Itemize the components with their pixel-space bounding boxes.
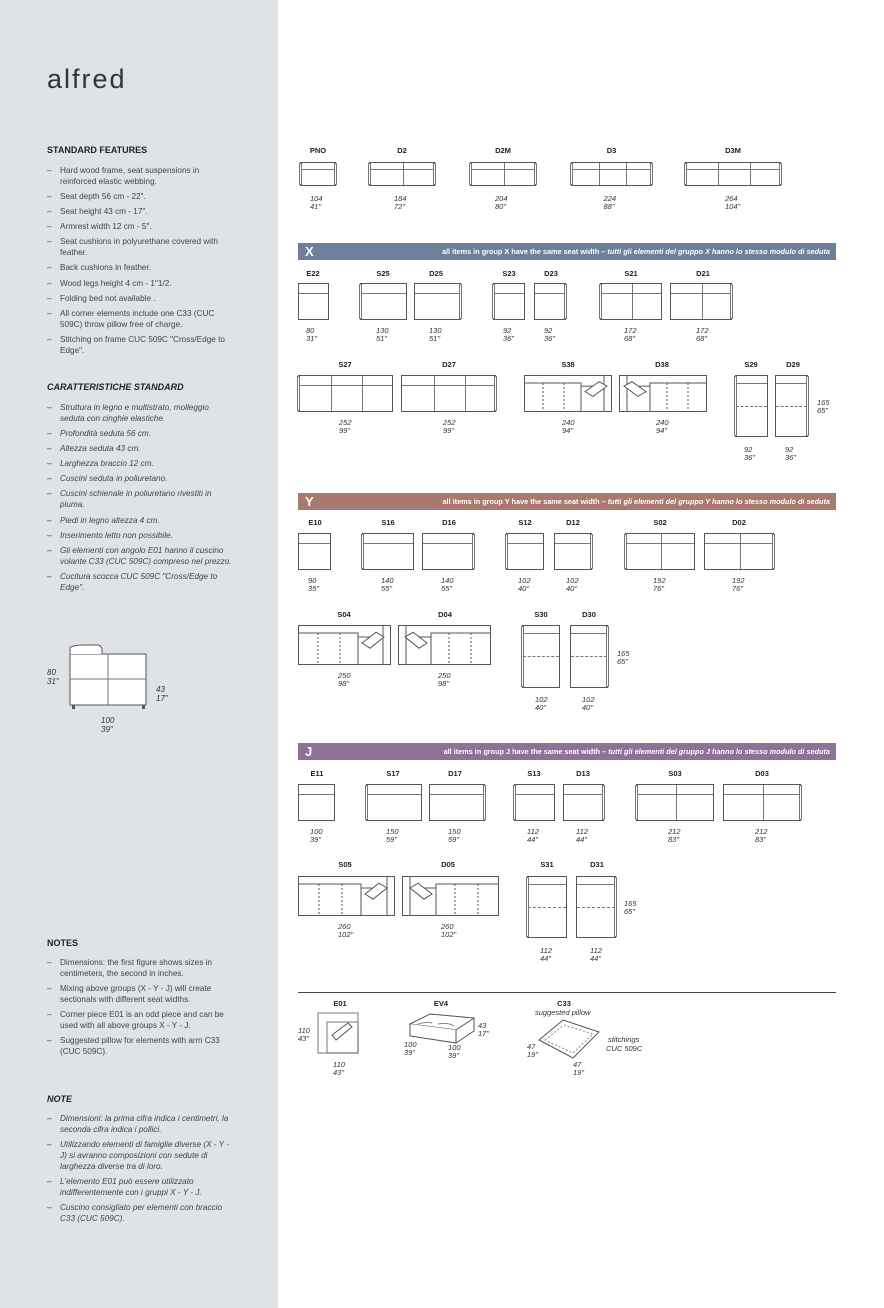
dim-X-4: 92 36"	[544, 326, 556, 344]
code-X-12: D29	[786, 360, 800, 369]
sofa-back	[555, 534, 591, 544]
dim-X-1: 130 51"	[376, 326, 389, 344]
chaise-drawing	[775, 375, 808, 437]
corner-sofa-drawing	[298, 876, 399, 920]
dim-top-4: 264 104"	[725, 194, 741, 212]
sofa-drawing	[534, 283, 566, 320]
code-X-10: D38	[655, 360, 669, 369]
sofa-arm-left	[492, 284, 495, 319]
caratteristica-item: – Cuscini schienale in poliuretano rivestiti in piuma.	[47, 488, 232, 510]
feature-item: – Wood legs height 4 cm - 1"1/2.	[47, 278, 232, 289]
sofa-drawing	[704, 533, 774, 570]
code-Y-3: S12	[518, 518, 532, 527]
ottoman-EV4-drawing	[408, 1012, 478, 1048]
EV4-dim-b: 100 39"	[448, 1043, 461, 1061]
dim-X-2: 130 51"	[429, 326, 442, 344]
code-top-0: PNO	[309, 146, 327, 155]
dim-Y-9: 102 40"	[535, 695, 548, 713]
sofa-seat-divider	[434, 376, 435, 411]
code-J-6: D03	[755, 769, 769, 778]
group-x-band	[298, 243, 836, 260]
sofa-arm-left	[635, 785, 638, 820]
code-J-7: S05	[338, 860, 352, 869]
code-E01: E01	[333, 999, 347, 1008]
feature-item: – Seat height 43 cm - 17".	[47, 206, 232, 217]
sofa-arm-right	[433, 163, 436, 185]
sofa-back	[705, 534, 773, 544]
sofa-back	[736, 376, 767, 384]
dim-Y-4: 102 40"	[566, 576, 579, 594]
sofa-drawing	[422, 533, 474, 570]
note-it-item: – L'elemento E01 può essere utilizzato indifferentemente con i gruppi X - Y - J.	[47, 1176, 232, 1198]
sofa-seat-divider	[626, 163, 627, 185]
sofa-drawing	[298, 283, 329, 320]
dim-J-6: 212 83"	[755, 827, 768, 845]
dim-Y-6: 192 76"	[732, 576, 745, 594]
sofa-drawing	[401, 375, 496, 412]
code-J-3: S13	[527, 769, 541, 778]
code-J-1: S17	[386, 769, 400, 778]
code-top-4: D3M	[725, 146, 741, 155]
code-C33: C33	[557, 999, 571, 1008]
sofa-arm-left	[359, 284, 362, 319]
sofa-arm-right	[650, 163, 653, 185]
dim-X-5: 172 68"	[624, 326, 637, 344]
sofa-back	[301, 163, 335, 170]
dim-J-5: 212 83"	[668, 827, 681, 845]
note-it-item: – Dimensioni: la prima cifra indica i centimetri, la seconda cifra indica i pollici.	[47, 1113, 232, 1135]
sofa-back	[515, 785, 554, 795]
dim-X-chaise-depth: 165 65"	[817, 398, 830, 416]
corner-sofa-drawing	[619, 375, 711, 416]
sofa-arm-left	[469, 163, 472, 185]
code-Y-10: D30	[582, 610, 596, 619]
code-J-0: E11	[310, 769, 324, 778]
sofa-arm-right	[772, 534, 775, 569]
feature-item: – Seat cushions in polyurethane covered with feather.	[47, 236, 232, 258]
dim-X-12: 92 36"	[785, 445, 797, 463]
sofa-arm-right	[534, 163, 537, 185]
dim-Y-10: 102 40"	[582, 695, 595, 713]
sofa-dashed-line	[523, 656, 559, 657]
group-j-band	[298, 743, 836, 760]
caratteristica-item: – Altezza seduta 43 cm.	[47, 443, 232, 454]
caratteristica-item: – Profondità seduta 56 cm.	[47, 428, 232, 439]
note-item: – Mixing above groups (X - Y - J) will create sectionals with different seat widths.	[47, 983, 232, 1005]
notes-list	[47, 957, 232, 1061]
sofa-back	[523, 626, 559, 634]
code-J-8: D05	[441, 860, 455, 869]
sofa-arm-right	[590, 534, 593, 569]
dim-Y-0: 90 35"	[308, 576, 320, 594]
code-Y-1: S16	[381, 518, 395, 527]
dim-X-9: 240 94"	[562, 418, 575, 436]
EV4-dim-a: 100 39"	[404, 1040, 417, 1058]
note-it-list	[47, 1113, 232, 1228]
sofa-drawing	[429, 784, 485, 821]
C33-subtitle: suggested pillow	[535, 1008, 591, 1017]
corner-sofa-drawing	[298, 625, 395, 669]
sofa-back	[367, 785, 421, 795]
sofa-back	[507, 534, 543, 544]
code-J-4: D13	[576, 769, 590, 778]
chaise-drawing	[735, 375, 768, 437]
code-top-3: D3	[606, 146, 617, 155]
sofa-drawing	[366, 784, 422, 821]
sofa-drawing	[554, 533, 592, 570]
dim-J-10: 112 44"	[590, 946, 602, 964]
group-j-letter: J	[305, 744, 313, 759]
dim-Y-7: 250 98"	[338, 671, 351, 689]
sofa-back	[471, 163, 535, 170]
sofa-dashed-line	[528, 907, 566, 908]
sofa-drawing	[493, 283, 525, 320]
sofa-back	[776, 376, 807, 384]
dim-J-7: 260 102"	[338, 922, 354, 940]
dim-X-3: 92 36"	[503, 326, 515, 344]
dim-J-9: 112 44"	[540, 946, 552, 964]
code-J-2: D17	[448, 769, 462, 778]
corner-sofa-drawing	[398, 625, 495, 669]
dim-X-8: 252 99"	[443, 418, 456, 436]
sofa-seat-divider	[599, 163, 600, 185]
sofa-arm-left	[299, 163, 302, 185]
code-Y-5: S02	[653, 518, 667, 527]
code-Y-7: S04	[337, 610, 351, 619]
caratteristica-item: – Struttura in legno e multistrato, molleggio seduta con cinghie elastiche.	[47, 402, 232, 424]
group-y-letter: Y	[305, 494, 314, 509]
C33-dim-a: 47 19"	[527, 1042, 539, 1060]
sofa-back	[299, 785, 334, 795]
group-x-desc: all items in group X have the same seat width – tutti gli elementi del gruppo X hanno lo stesso modulo di seduta	[441, 247, 830, 256]
sofa-back	[572, 163, 651, 170]
corner-E01-drawing	[318, 1013, 360, 1055]
sofa-drawing	[563, 784, 604, 821]
code-X-8: D27	[442, 360, 456, 369]
feature-item: – All corner elements include one C33 (CUC 509C) throw pillow free of charge.	[47, 308, 232, 330]
caratteristica-item: – Cucitura scocca CUC 509C "Cross/Edge to Edge".	[47, 571, 232, 593]
sofa-drawing	[625, 533, 695, 570]
group-y-band	[298, 493, 836, 510]
code-X-0: E22	[306, 269, 320, 278]
code-X-2: D25	[429, 269, 443, 278]
side-profile-drawing	[62, 645, 152, 715]
note-item: – Suggested pillow for elements with arm C33 (CUC 509C).	[47, 1035, 232, 1057]
accessories-divider	[298, 992, 836, 993]
sofa-back	[423, 534, 473, 544]
C33-dim-b: 47 19"	[573, 1060, 585, 1078]
code-Y-4: D12	[566, 518, 580, 527]
chaise-drawing	[576, 876, 616, 938]
dim-X-7: 252 99"	[339, 418, 352, 436]
sofa-drawing	[723, 784, 801, 821]
code-Y-8: D04	[438, 610, 452, 619]
sofa-arm-right	[494, 376, 497, 411]
dim-J-0: 100 39"	[310, 827, 323, 845]
sofa-seat-divider	[676, 785, 677, 820]
dim-top-2: 204 80"	[495, 194, 508, 212]
feature-item: – Stitching on frame CUC 509C "Cross/Edge to Edge".	[47, 334, 232, 356]
caratteristiche-list	[47, 402, 232, 597]
sofa-back	[494, 284, 524, 294]
sofa-back	[724, 785, 800, 795]
C33-stitch-code: CUC 509C	[606, 1044, 643, 1053]
sofa-dashed-line	[736, 406, 767, 407]
caratteristica-item: – Inserimento letto non possibile.	[47, 530, 232, 541]
chaise-drawing	[570, 625, 608, 688]
sofa-dashed-line	[577, 907, 615, 908]
E01-depth: 110 43"	[298, 1026, 310, 1044]
EV4-height: 43 17"	[478, 1021, 490, 1039]
sofa-arm-left	[297, 376, 300, 411]
code-Y-0: E10	[308, 518, 322, 527]
sofa-seat-divider	[504, 163, 505, 185]
sofa-drawing	[298, 375, 393, 412]
notes-title: NOTES	[47, 938, 79, 948]
dim-X-6: 172 68"	[696, 326, 709, 344]
sofa-drawing	[685, 162, 781, 186]
sofa-drawing	[514, 784, 555, 821]
C33-stitch-label: stitchings	[608, 1035, 640, 1044]
group-j-desc: all items in group J have the same seat width – tutti gli elementi del gruppo J hanno lo stesso modulo di seduta	[443, 747, 830, 756]
code-X-1: S25	[376, 269, 390, 278]
corner-sofa-drawing	[524, 375, 616, 416]
sofa-drawing	[414, 283, 461, 320]
sofa-seat-divider	[718, 163, 719, 185]
code-X-4: D23	[544, 269, 558, 278]
sofa-arm-left	[505, 534, 508, 569]
code-X-6: D21	[696, 269, 710, 278]
sofa-back	[535, 284, 565, 294]
code-X-3: S23	[502, 269, 516, 278]
sofa-drawing	[298, 533, 331, 570]
dim-Y-5: 192 76"	[653, 576, 666, 594]
pillow-C33-drawing	[533, 1018, 603, 1062]
code-J-5: S03	[668, 769, 682, 778]
sofa-seat-divider	[661, 534, 662, 569]
dim-Y-1: 140 55"	[381, 576, 394, 594]
sofa-arm-left	[368, 163, 371, 185]
sofa-back	[415, 284, 460, 294]
sofa-drawing	[360, 283, 407, 320]
caratteristica-item: – Larghezza bracciо 12 cm.	[47, 458, 232, 469]
sofa-back	[363, 534, 413, 544]
sofa-seat-divider	[740, 534, 741, 569]
sofa-seat-divider	[362, 376, 363, 411]
standard-features-title: STANDARD FEATURES	[47, 145, 148, 155]
sofa-back	[528, 877, 566, 885]
sofa-arm-right	[602, 785, 605, 820]
sofa-dashed-line	[571, 656, 607, 657]
sofa-seat-divider	[403, 163, 404, 185]
sofa-arm-right	[730, 284, 733, 319]
sofa-drawing	[470, 162, 536, 186]
sofa-seat-divider	[331, 376, 332, 411]
sofa-arm-left	[684, 163, 687, 185]
sofa-back	[601, 284, 661, 294]
sofa-back	[370, 163, 434, 170]
sofa-arm-right	[334, 163, 337, 185]
dim-J-4: 112 44"	[576, 827, 588, 845]
sofa-back	[430, 785, 484, 795]
sofa-arm-right	[472, 534, 475, 569]
sofa-drawing	[300, 162, 336, 186]
sofa-seat-divider	[632, 284, 633, 319]
code-top-1: D2	[397, 146, 407, 155]
feature-item: – Hard wood frame, seat suspensions in reinforced elastic webbing.	[47, 165, 232, 187]
sofa-back	[577, 877, 615, 885]
E01-width: 110 43"	[333, 1060, 345, 1078]
sofa-arm-left	[624, 534, 627, 569]
code-Y-2: D16	[442, 518, 456, 527]
brand-title: alfred	[47, 64, 127, 94]
dim-Y-3: 102 40"	[518, 576, 531, 594]
sofa-dashed-line	[776, 406, 807, 407]
sofa-back	[686, 163, 780, 170]
dim-X-10: 240 94"	[656, 418, 669, 436]
sidebar	[0, 0, 278, 1308]
dim-top-1: 184 72"	[394, 194, 407, 212]
sofa-drawing	[298, 784, 335, 821]
dim-Y-8: 250 98"	[438, 671, 451, 689]
feature-item: – Folding bed not available .	[47, 293, 232, 304]
dim-J-1: 150 59"	[386, 827, 399, 845]
note-item: – Dimensions: the first figure shows sizes in centimeters, the second in inches.	[47, 957, 232, 979]
dim-J-8: 260 102"	[441, 922, 457, 940]
caratteristica-item: – Piedi in legno altezza 4 cm.	[47, 515, 232, 526]
code-X-11: S29	[744, 360, 758, 369]
caratteristica-item: – Gli elementi con angolo E01 hanno il cuscino volante C33 (CUC 509C) compreso nel prezzo.	[47, 545, 232, 567]
sofa-drawing	[369, 162, 435, 186]
group-y-desc: all items in group Y have the same seat width – tutti gli elementi del gruppo Y hanno lo stesso modulo di seduta	[442, 497, 830, 506]
standard-features-list	[47, 165, 232, 360]
code-X-5: S21	[624, 269, 638, 278]
sofa-drawing	[362, 533, 414, 570]
sofa-seat-divider	[702, 284, 703, 319]
chaise-drawing	[522, 625, 560, 688]
sofa-arm-left	[570, 163, 573, 185]
sofa-arm-left	[599, 284, 602, 319]
dim-X-11: 92 36"	[744, 445, 756, 463]
feature-item: – Back cushions in feather.	[47, 262, 232, 273]
sofa-back	[299, 376, 392, 386]
code-Y-6: D02	[732, 518, 746, 527]
sofa-drawing	[506, 533, 544, 570]
sofa-seat-divider	[763, 785, 764, 820]
sofa-seat-divider	[750, 163, 751, 185]
sofa-back	[361, 284, 406, 294]
caratteristiche-title: CARATTERISTICHE STANDARD	[47, 382, 184, 392]
sofa-seat-divider	[465, 376, 466, 411]
sofa-arm-right	[779, 163, 782, 185]
note-item: – Corner piece E01 is an odd piece and can be used with all above groups X - Y - J.	[47, 1009, 232, 1031]
dim-J-3: 112 44"	[527, 827, 539, 845]
dim-J-2: 150 59"	[448, 827, 461, 845]
sofa-arm-left	[361, 534, 364, 569]
sofa-arm-right	[483, 785, 486, 820]
sofa-back	[671, 284, 731, 294]
profile-depth: 80 31"	[47, 668, 59, 686]
code-EV4: EV4	[433, 999, 449, 1008]
sofa-arm-right	[564, 284, 567, 319]
caratteristica-item: – Cuscini seduta in poliuretano.	[47, 473, 232, 484]
main-catalog	[278, 0, 884, 1308]
feature-item: – Armrest width 12 cm - 5".	[47, 221, 232, 232]
note-it-item: – Utilizzando elementi di famiglie diverse (X - Y - J) si avranno composizioni con sedute di larghezza diverse tra di loro.	[47, 1139, 232, 1172]
code-X-7: S27	[338, 360, 352, 369]
sofa-drawing	[670, 283, 732, 320]
dim-J-chaise-depth: 165 65"	[624, 899, 637, 917]
profile-width: 100 39"	[101, 716, 115, 734]
dim-Y-2: 140 55"	[441, 576, 454, 594]
sofa-arm-right	[459, 284, 462, 319]
dim-top-0: 104 41"	[310, 194, 323, 212]
dim-top-3: 224 88"	[603, 194, 617, 212]
group-x-letter: X	[305, 244, 314, 259]
code-J-9: S31	[540, 860, 554, 869]
sofa-back	[299, 284, 328, 294]
sofa-back	[564, 785, 603, 795]
sofa-back	[626, 534, 694, 544]
dim-Y-chaise-depth: 165 65"	[617, 649, 630, 667]
sofa-back	[571, 626, 607, 634]
corner-sofa-drawing	[402, 876, 503, 920]
sofa-drawing	[571, 162, 652, 186]
profile-height: 43 17"	[156, 685, 168, 703]
code-X-9: S38	[561, 360, 575, 369]
code-top-2: D2M	[495, 146, 511, 155]
sofa-drawing	[636, 784, 714, 821]
note-it-item: – Cuscino consigliato per elementi con braccio C33 (CUC 509C).	[47, 1202, 232, 1224]
dim-X-0: 80 31"	[306, 326, 318, 344]
sofa-arm-left	[365, 785, 368, 820]
note-it-title: NOTE	[47, 1094, 73, 1104]
sofa-back	[299, 534, 330, 544]
sofa-back	[637, 785, 713, 795]
feature-item: – Seat depth 56 cm - 22".	[47, 191, 232, 202]
sofa-back	[402, 376, 495, 386]
sofa-arm-right	[799, 785, 802, 820]
sofa-arm-left	[513, 785, 516, 820]
code-J-10: D31	[590, 860, 604, 869]
sofa-drawing	[600, 283, 662, 320]
chaise-drawing	[527, 876, 567, 938]
code-Y-9: S30	[534, 610, 548, 619]
